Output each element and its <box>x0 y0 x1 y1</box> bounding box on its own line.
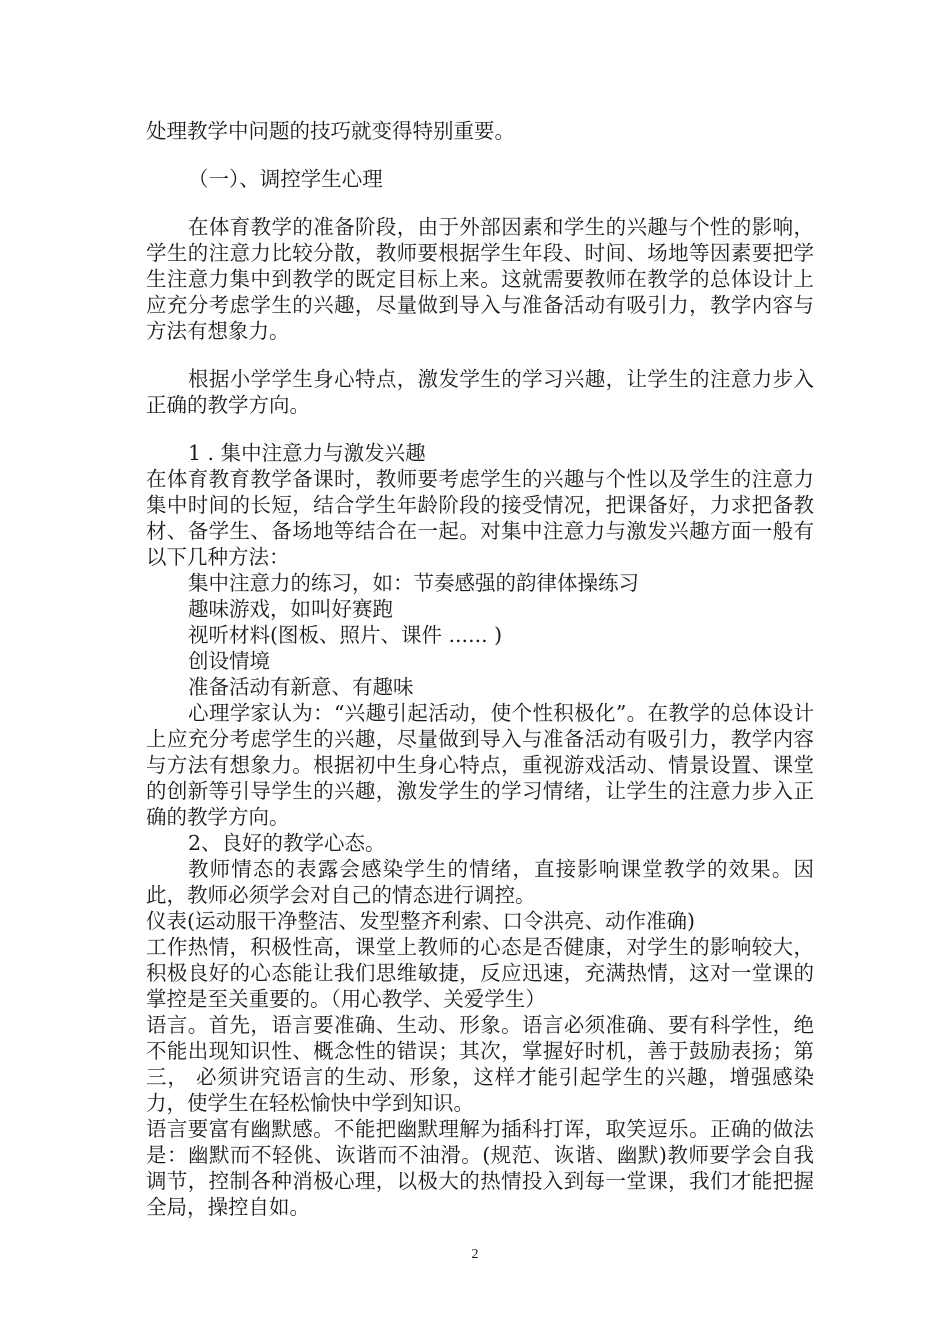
paragraph-humor: 语言要富有幽默感。不能把幽默理解为插科打诨，取笑逗乐。正确的做法是：幽默而不轻佻、诙谐而不油滑。(规范、诙谐、幽默)教师要学会自我调节，控制各种消极心理，以极大的热情投入到每一堂课，我们才能把握全局，操控自如。 <box>146 1117 814 1219</box>
list-item-attention-exercise: 集中注意力的练习，如：节奏感强的韵律体操练习 <box>188 571 639 595</box>
paragraph-language: 语言。首先，语言要准确、生动、形象。语言必须准确、要有科学性，绝不能出现知识性、概念性的错误；其次，掌握好时机，善于鼓励表扬；第三， 必须讲究语言的生动、形象，这样才能引起学生的兴趣，增强感染力，使学生在轻松愉快中学到知识。 <box>146 1013 814 1115</box>
paragraph-continuation: 处理教学中问题的技巧就变得特别重要。 <box>146 119 515 143</box>
section-heading: （一）、调控学生心理 <box>188 167 383 191</box>
list-item-fun-games: 趣味游戏，如叫好赛跑 <box>188 597 393 621</box>
list-item-warmup: 准备活动有新意、有趣味 <box>188 675 414 699</box>
list-item-create-situation: 创设情境 <box>188 649 270 673</box>
paragraph-appearance: 仪表(运动服干净整洁、发型整齐利索、口令洪亮、动作准确) <box>146 909 695 933</box>
paragraph-preparation-stage: 在体育教学的准备阶段，由于外部因素和学生的兴趣与个性的影响，学生的注意力比较分散，教师要根据学生年段、时间、场地等因素要把学生注意力集中到教学的既定目标上来。这就需要教师在教学的总体设计上应充分考虑学生的兴趣，尽量做到导入与准备活动有吸引力，教学内容与方法有想象力。 <box>146 215 814 343</box>
paragraph-teacher-expression: 教师情态的表露会感染学生的情绪，直接影响课堂教学的效果。因此，教师必须学会对自己的情态进行调控。 <box>146 857 814 907</box>
document-body <box>146 118 814 1220</box>
paragraph-lesson-planning: 在体育教育教学备课时，教师要考虑学生的兴趣与个性以及学生的注意力集中时间的长短，结合学生年龄阶段的接受情况，把课备好，力求把备教材、备学生、备场地等结合在一起。对集中注意力与激发兴趣方面一般有以下几种方法： <box>146 467 814 569</box>
page-number: 2 <box>471 1247 479 1262</box>
subheading-attention-interest: 1 . 集中注意力与激发兴趣 <box>188 441 426 465</box>
list-item-audiovisual: 视听材料(图板、照片、课件 ...... ) <box>188 623 503 647</box>
paragraph-psychologist-quote: 心理学家认为：“兴趣引起活动，使个性积极化”。在教学的总体设计上应充分考虑学生的兴趣，尽量做到导入与准备活动有吸引力，教学内容与方法有想象力。根据初中生身心特点，重视游戏活动、情景设置、课堂的创新等引导学生的兴趣，激发学生的学习情绪，让学生的注意力步入正确的教学方向。 <box>146 701 814 829</box>
paragraph-work-enthusiasm: 工作热情，积极性高，课堂上教师的心态是否健康，对学生的影响较大，积极良好的心态能让我们思维敏捷，反应迅速，充满热情，这对一堂课的掌控是至关重要的。（用心教学、关爱学生） <box>146 935 814 1011</box>
paragraph-student-characteristics: 根据小学学生身心特点，激发学生的学习兴趣，让学生的注意力步入正确的教学方向。 <box>146 367 814 417</box>
subheading-teaching-mindset: 2、良好的教学心态。 <box>188 831 386 855</box>
